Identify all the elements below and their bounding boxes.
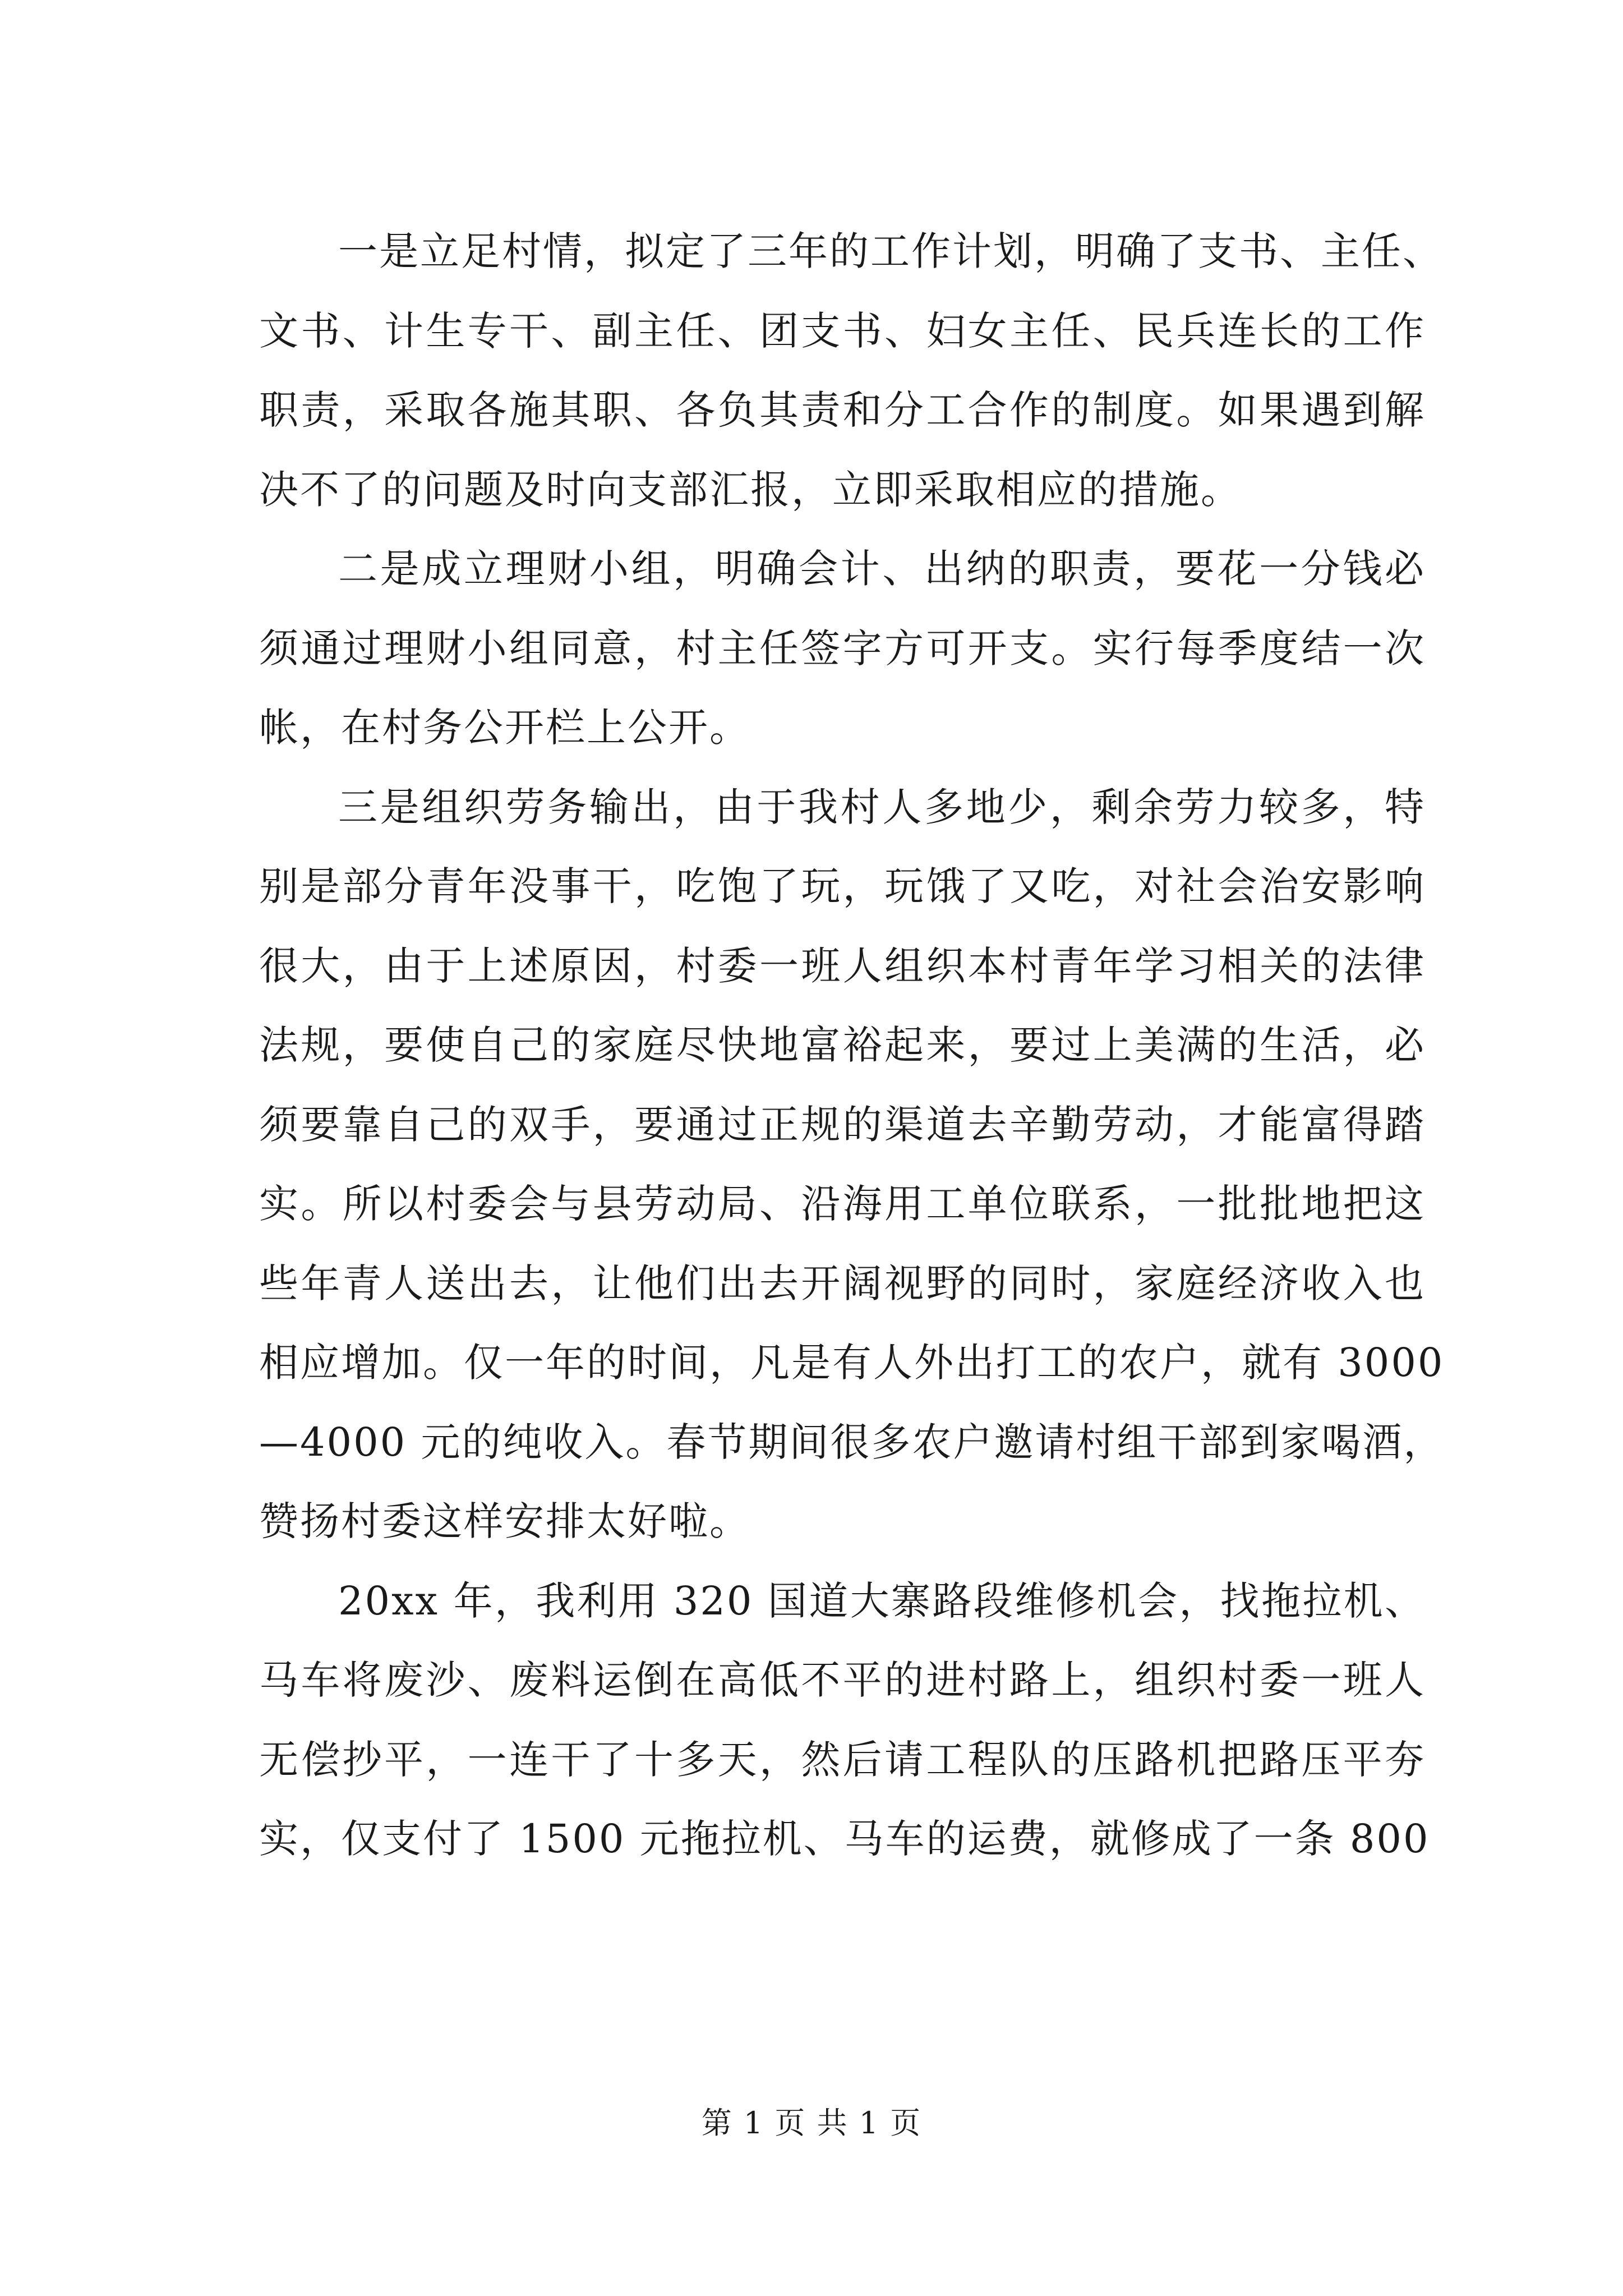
text-line: 二是成立理财小组，明确会计、出纳的职责，要花一分钱必 — [338, 546, 1426, 592]
text-line: 决不了的问题及时向支部汇报，立即采取相应的措施。 — [259, 466, 1242, 513]
text-line: 20xx 年，我利用 320 国道大寨路段维修机会，找拖拉机、 — [338, 1577, 1426, 1624]
text-line: 一是立足村情，拟定了三年的工作计划，明确了支书、主任、 — [338, 228, 1444, 274]
text-line: 马车将废沙、废料运倒在高低不平的进村路上，组织村委一班人 — [259, 1657, 1426, 1703]
text-line: 很大，由于上述原因，村委一班人组织本村青年学习相关的法律 — [259, 942, 1426, 989]
text-line: —4000 元的纯收入。春节期间很多农户邀请村组干部到家喝酒， — [259, 1419, 1445, 1465]
text-line: 实，仅支付了 1500 元拖拉机、马车的运费，就修成了一条 800 — [259, 1816, 1430, 1862]
text-line: 须要靠自己的双手，要通过正规的渠道去辛勤劳动，才能富得踏 — [259, 1101, 1426, 1148]
text-line: 些年青人送出去，让他们出去开阔视野的同时，家庭经济收入也 — [259, 1260, 1426, 1306]
text-line: 三是组织劳务输出，由于我村人多地少，剩余劳力较多，特 — [338, 784, 1426, 830]
text-line: 无偿抄平，一连干了十多天，然后请工程队的压路机把路压平夯 — [259, 1736, 1426, 1783]
text-line: 赞扬村委这样安排太好啦。 — [259, 1498, 750, 1544]
text-line: 别是部分青年没事干，吃饱了玩，玩饿了又吃，对社会治安影响 — [259, 863, 1426, 909]
document-body — [259, 212, 1445, 1879]
page-footer: 第 1 页 共 1 页 — [701, 2105, 922, 2141]
text-line: 职责，采取各施其职、各负其责和分工合作的制度。如果遇到解 — [259, 387, 1426, 433]
text-line: 实。所以村委会与县劳动局、沿海用工单位联系，一批批地把这 — [259, 1181, 1426, 1227]
text-line: 帐，在村务公开栏上公开。 — [259, 705, 750, 751]
text-line: 须通过理财小组同意，村主任签字方可开支。实行每季度结一次 — [259, 625, 1426, 671]
text-line: 文书、计生专干、副主任、团支书、妇女主任、民兵连长的工作 — [259, 307, 1426, 354]
text-line: 法规，要使自己的家庭尽快地富裕起来，要过上美满的生活，必 — [259, 1022, 1426, 1068]
text-line: 相应增加。仅一年的时间，凡是有人外出打工的农户，就有 3000 — [259, 1340, 1445, 1386]
